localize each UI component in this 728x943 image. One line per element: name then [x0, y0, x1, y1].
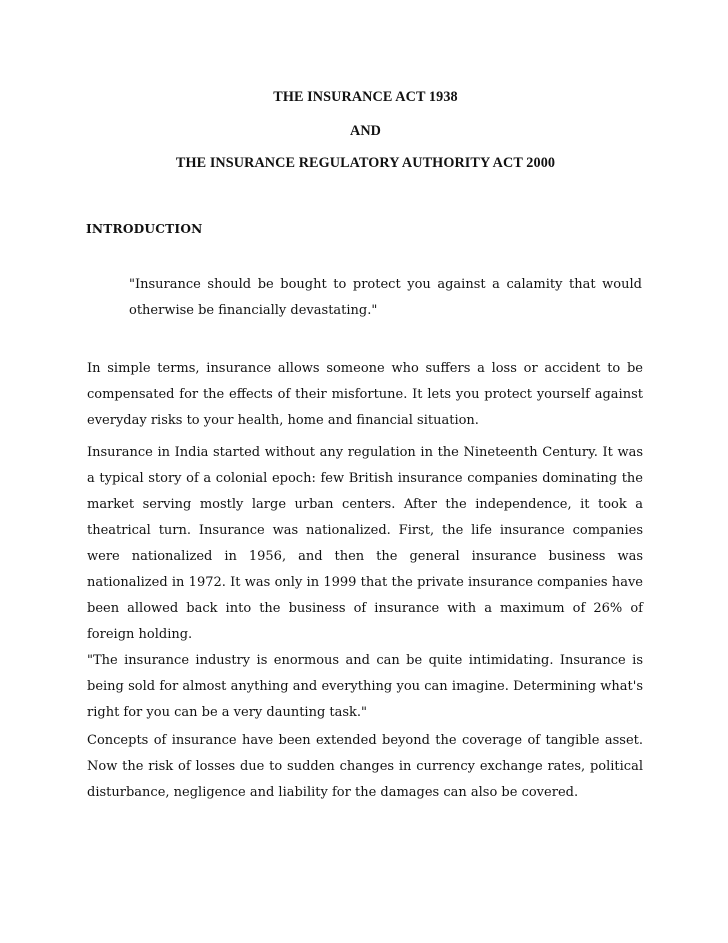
title-line-1: THE INSURANCE ACT 1938 — [273, 89, 458, 105]
paragraph-3: "The insurance industry is enormous and can be quite intimidating. Insurance is being sold for almost anything and everything you can imagine. Determining what's right for you can be a very daunting task." — [87, 653, 643, 720]
paragraph-4: Concepts of insurance have been extended beyond the coverage of tangible asset. Now the risk of losses due to sudden changes in currency exchange rates, political disturbance, negligence and liability for the damages can also be covered. — [87, 733, 643, 800]
paragraph-1: In simple terms, insurance allows someone who suffers a loss or accident to be compensated for the effects of their misfortune. It lets you protect yourself against everyday risks to your health, home and financial situation. — [87, 361, 643, 428]
title-line-3: THE INSURANCE REGULATORY AUTHORITY ACT 2000 — [175, 155, 556, 171]
section-heading-introduction: INTRODUCTION — [86, 222, 203, 236]
intro-quote: "Insurance should be bought to protect you against a calamity that would otherwise be financially devastating." — [129, 277, 642, 318]
paragraph-2: Insurance in India started without any regulation in the Nineteenth Century. It was a typical story of a colonial epoch: few British insurance companies dominating the market serving mostly large urban centers. After the independence, it took a theatrical turn. Insurance was nationalized. First, the life insurance companies were nationalized in 1956, and then the general insurance business was nationalized in 1972. It was only in 1999 that the private insurance companies have been allowed back into the business of insurance with a maximum of 26% of foreign holding. — [87, 445, 643, 642]
title-line-2: AND — [349, 123, 382, 139]
